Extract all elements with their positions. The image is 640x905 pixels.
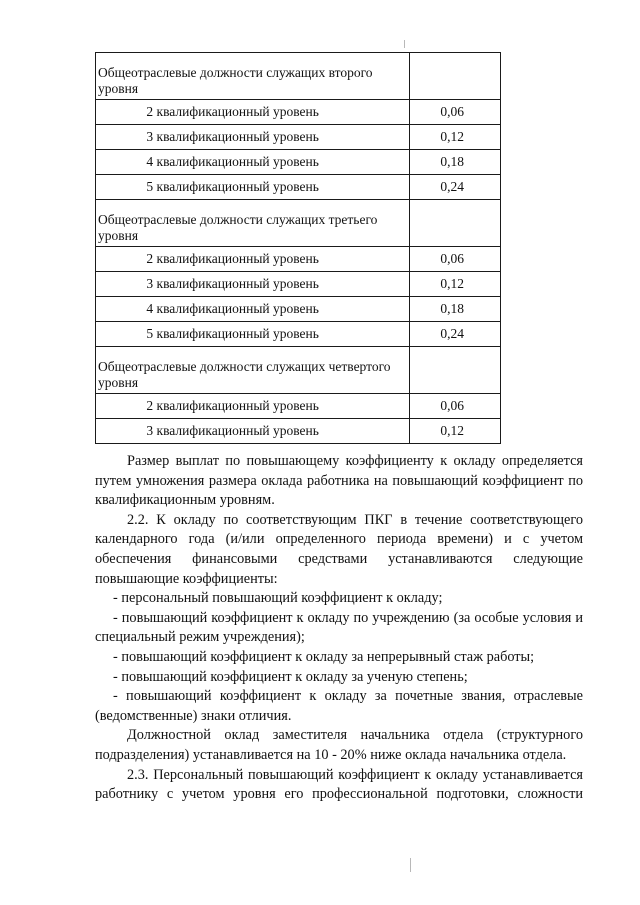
table-row: [96, 272, 501, 297]
level-label-cell: 2 квалификационный уровень: [96, 100, 410, 125]
table-row: [96, 322, 501, 347]
group-title-cell: Общеотраслевые должности служащих второго уровня: [96, 53, 410, 100]
group-value-cell: [410, 347, 501, 394]
paragraph: Должностной оклад заместителя начальника отдела (структурного подразделения) устанавливается на 10 - 20% ниже оклада начальника отдела.: [95, 727, 583, 763]
level-label-cell: 3 квалификационный уровень: [96, 272, 410, 297]
level-label-cell: 4 квалификационный уровень: [96, 297, 410, 322]
group-value-cell: [410, 53, 501, 100]
list-item: - повышающий коэффициент к окладу за почетные звания, отраслевые (ведомственные) знаки отличия.: [95, 688, 583, 724]
table-row: [96, 419, 501, 444]
coefficient-value-cell: 0,12: [410, 419, 501, 444]
level-label-cell: 5 квалификационный уровень: [96, 175, 410, 200]
coefficient-value-cell: 0,24: [410, 322, 501, 347]
table-row: [96, 150, 501, 175]
level-label-cell: 3 квалификационный уровень: [96, 125, 410, 150]
group-value-cell: [410, 200, 501, 247]
table-row: [96, 297, 501, 322]
coefficient-table: [95, 52, 501, 444]
table-group-row: [96, 200, 501, 247]
table-row: [96, 394, 501, 419]
coefficient-value-cell: 0,18: [410, 150, 501, 175]
paragraph: Размер выплат по повышающему коэффициенту к окладу определяется путем умножения размера оклада работника на повышающий коэффициент по квалификационным уровням.: [95, 453, 583, 509]
group-title-cell: Общеотраслевые должности служащих четвертого уровня: [96, 347, 410, 394]
level-label-cell: 5 квалификационный уровень: [96, 322, 410, 347]
level-label-cell: 2 квалификационный уровень: [96, 394, 410, 419]
table-row: [96, 100, 501, 125]
table-row: [96, 175, 501, 200]
table-row: [96, 247, 501, 272]
coefficient-value-cell: 0,06: [410, 247, 501, 272]
coefficient-table-body: [96, 53, 501, 444]
level-label-cell: 4 квалификационный уровень: [96, 150, 410, 175]
body-text: [95, 452, 583, 805]
list-item: - повышающий коэффициент к окладу по учреждению (за особые условия и специальный режим учреждения);: [95, 609, 583, 646]
table-group-row: [96, 53, 501, 100]
scan-artifact-line: [404, 40, 405, 48]
paragraph: 2.3. Персональный повышающий коэффициент к окладу устанавливается работнику с учетом уровня его профессиональной подготовки, сложности: [95, 766, 583, 803]
group-title-cell: Общеотраслевые должности служащих третьего уровня: [96, 200, 410, 247]
coefficient-value-cell: 0,18: [410, 297, 501, 322]
coefficient-value-cell: 0,06: [410, 100, 501, 125]
list-item: - повышающий коэффициент к окладу за непрерывный стаж работы;: [113, 648, 535, 665]
table-group-row: [96, 347, 501, 394]
coefficient-value-cell: 0,06: [410, 394, 501, 419]
table-row: [96, 125, 501, 150]
coefficient-value-cell: 0,24: [410, 175, 501, 200]
level-label-cell: 2 квалификационный уровень: [96, 247, 410, 272]
list-item: - персональный повышающий коэффициент к окладу;: [113, 590, 443, 607]
scan-artifact-line: [410, 858, 411, 872]
paragraph: 2.2. К окладу по соответствующим ПКГ в течение соответствующего календарного года (и/или определенного периода времени) и с учетом обеспечения финансовыми средствами устанавливаются следующие повышающие коэффициенты:: [95, 511, 583, 587]
coefficient-value-cell: 0,12: [410, 125, 501, 150]
level-label-cell: 3 квалификационный уровень: [96, 419, 410, 444]
coefficient-value-cell: 0,12: [410, 272, 501, 297]
list-item: - повышающий коэффициент к окладу за ученую степень;: [113, 668, 468, 685]
